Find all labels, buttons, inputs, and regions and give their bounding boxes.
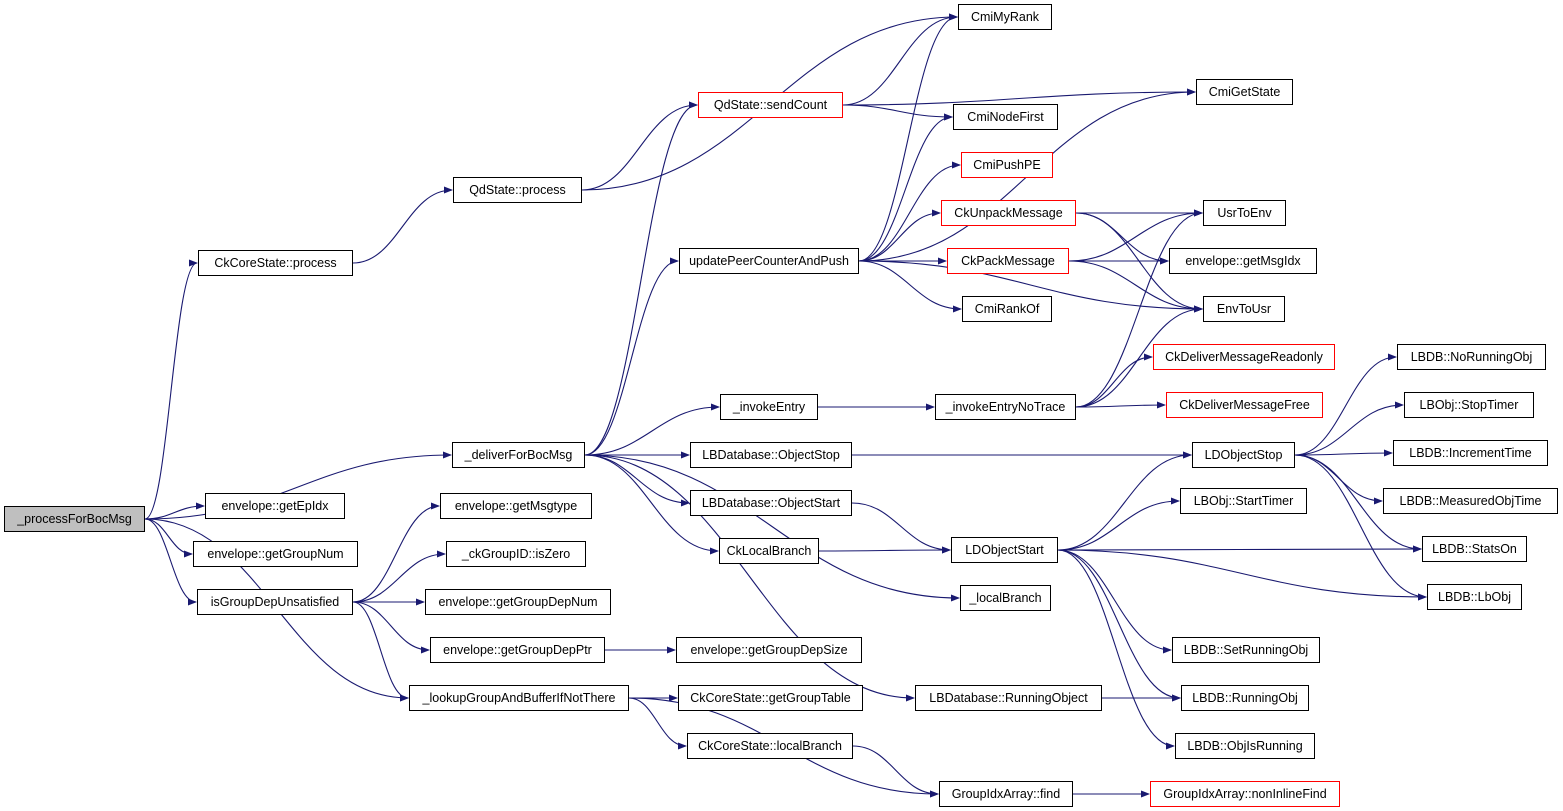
- graph-node-label: envelope::getGroupDepPtr: [443, 642, 592, 657]
- graph-edge: [843, 17, 957, 105]
- graph-edge: [819, 550, 950, 551]
- graph-node[interactable]: [1192, 442, 1295, 468]
- graph-edge: [859, 117, 952, 261]
- graph-node[interactable]: [1180, 488, 1307, 514]
- graph-node-label: LBDB::SetRunningObj: [1183, 642, 1309, 657]
- graph-node[interactable]: [1427, 584, 1522, 610]
- graph-node[interactable]: [961, 152, 1053, 178]
- graph-node[interactable]: [690, 490, 852, 516]
- graph-node-label: _localBranch: [969, 590, 1042, 605]
- graph-node[interactable]: [679, 248, 859, 274]
- graph-node-label: _ckGroupID::isZero: [461, 546, 571, 561]
- graph-edge: [353, 506, 439, 602]
- graph-node[interactable]: [453, 177, 582, 203]
- graph-edge: [145, 506, 204, 519]
- graph-node-label: CmiPushPE: [973, 157, 1041, 172]
- graph-node[interactable]: [193, 541, 358, 567]
- graph-node[interactable]: [698, 92, 843, 118]
- graph-node-label: QdState::process: [469, 182, 566, 197]
- graph-edge: [585, 261, 678, 455]
- graph-edge: [1295, 455, 1426, 597]
- graph-node-label: CkCoreState::getGroupTable: [690, 690, 851, 705]
- graph-node[interactable]: [947, 248, 1069, 274]
- graph-node-label: CmiMyRank: [970, 9, 1040, 24]
- graph-node[interactable]: [951, 537, 1058, 563]
- graph-node[interactable]: [1181, 685, 1309, 711]
- graph-edge: [1076, 213, 1168, 261]
- graph-node-label: updatePeerCounterAndPush: [689, 253, 849, 268]
- graph-node[interactable]: [452, 442, 585, 468]
- graph-edge: [585, 455, 959, 598]
- graph-edge: [145, 263, 197, 519]
- graph-node[interactable]: [719, 538, 819, 564]
- graph-node-label: _lookupGroupAndBufferIfNotThere: [422, 690, 616, 705]
- graph-node-label: envelope::getGroupDepSize: [690, 642, 848, 657]
- graph-node-label: QdState::sendCount: [713, 97, 828, 112]
- graph-node-label: LBDB::LbObj: [1438, 589, 1511, 604]
- graph-node[interactable]: [939, 781, 1073, 807]
- graph-node[interactable]: [1397, 344, 1546, 370]
- graph-node-label: CmiRankOf: [974, 301, 1040, 316]
- graph-node[interactable]: [1166, 392, 1323, 418]
- graph-node-label: LBDB::IncrementTime: [1409, 445, 1532, 460]
- graph-edge: [145, 519, 196, 602]
- graph-edge: [353, 602, 408, 698]
- graph-node-label: LBDB::ObjIsRunning: [1187, 738, 1303, 753]
- graph-node[interactable]: [197, 589, 353, 615]
- graph-node-label: LBDB::RunningObj: [1192, 690, 1298, 705]
- graph-node-label: _deliverForBocMsg: [464, 447, 573, 462]
- graph-node-label: CmiNodeFirst: [967, 109, 1044, 124]
- graph-node[interactable]: [915, 685, 1102, 711]
- graph-node-label: EnvToUsr: [1216, 301, 1272, 316]
- graph-edge: [1076, 405, 1165, 407]
- graph-node[interactable]: [1393, 440, 1548, 466]
- graph-node-label: CkUnpackMessage: [954, 205, 1063, 220]
- graph-node-label: CkCoreState::process: [214, 255, 337, 270]
- graph-node-label: _processForBocMsg: [17, 511, 132, 526]
- graph-node-label: LBObj::StartTimer: [1193, 493, 1294, 508]
- graph-node-label: envelope::getGroupDepNum: [438, 594, 598, 609]
- graph-node[interactable]: [1422, 536, 1527, 562]
- graph-node-label: envelope::getMsgtype: [454, 498, 578, 513]
- graph-edge: [353, 190, 452, 263]
- graph-edge: [1058, 550, 1174, 746]
- graph-edge: [859, 261, 961, 309]
- graph-node[interactable]: [430, 637, 605, 663]
- graph-edge: [852, 503, 950, 550]
- graph-node-label: CkDeliverMessageFree: [1179, 397, 1310, 412]
- graph-node-label: CmiGetState: [1208, 84, 1281, 99]
- graph-node[interactable]: [1150, 781, 1340, 807]
- graph-node[interactable]: [720, 394, 818, 420]
- graph-node[interactable]: [960, 585, 1051, 611]
- graph-edge: [585, 105, 697, 455]
- graph-edge: [1295, 455, 1382, 501]
- graph-edge: [145, 519, 192, 554]
- graph-edge: [1058, 455, 1191, 550]
- graph-node-label: envelope::getGroupNum: [207, 546, 344, 561]
- graph-node[interactable]: [1169, 248, 1317, 274]
- graph-node-label: GroupIdxArray::nonInlineFind: [1163, 786, 1327, 801]
- graph-edge: [1076, 357, 1152, 407]
- graph-node-label: isGroupDepUnsatisfied: [210, 594, 340, 609]
- graph-node[interactable]: [1404, 392, 1534, 418]
- graph-node[interactable]: [1203, 296, 1285, 322]
- graph-edge: [853, 746, 938, 794]
- graph-node-label: CkDeliverMessageReadonly: [1165, 349, 1323, 364]
- graph-node-label: LBDB::NoRunningObj: [1410, 349, 1533, 364]
- graph-node-label: _invokeEntry: [732, 399, 806, 414]
- graph-node[interactable]: [440, 493, 592, 519]
- graph-node[interactable]: [690, 442, 852, 468]
- graph-edge: [1058, 549, 1421, 550]
- graph-node[interactable]: [1196, 79, 1293, 105]
- graph-edge: [1076, 213, 1202, 407]
- graph-node-label: envelope::getMsgIdx: [1185, 253, 1301, 268]
- graph-node[interactable]: [409, 685, 629, 711]
- graph-node[interactable]: [4, 506, 145, 532]
- graph-node-label: GroupIdxArray::find: [951, 786, 1061, 801]
- graph-node[interactable]: [1203, 200, 1286, 226]
- graph-edge: [1058, 550, 1426, 597]
- graph-node[interactable]: [425, 589, 611, 615]
- graph-node[interactable]: [205, 493, 345, 519]
- graph-node-label: CkPackMessage: [961, 253, 1055, 268]
- graph-node-label: LBDatabase::ObjectStop: [702, 447, 840, 462]
- graph-node[interactable]: [446, 541, 586, 567]
- graph-node[interactable]: [953, 104, 1058, 130]
- graph-node[interactable]: [678, 685, 863, 711]
- graph-node-label: LBDatabase::RunningObject: [929, 690, 1088, 705]
- graph-node[interactable]: [1172, 637, 1320, 663]
- graph-node[interactable]: [1175, 733, 1315, 759]
- graph-edge: [859, 213, 940, 261]
- graph-edge: [1058, 550, 1171, 650]
- graph-node[interactable]: [962, 296, 1052, 322]
- graph-edge: [1058, 501, 1179, 550]
- graph-edge: [843, 105, 952, 117]
- graph-edge: [1058, 550, 1180, 698]
- graph-node[interactable]: [935, 394, 1076, 420]
- graph-node-label: LBDatabase::ObjectStart: [701, 495, 841, 510]
- graph-edge: [585, 455, 689, 503]
- graph-node-label: envelope::getEpIdx: [221, 498, 329, 513]
- graph-node[interactable]: [676, 637, 862, 663]
- graph-node[interactable]: [958, 4, 1052, 30]
- graph-node-label: UsrToEnv: [1217, 205, 1272, 220]
- graph-node[interactable]: [941, 200, 1076, 226]
- graph-node-label: LBObj::StopTimer: [1419, 397, 1519, 412]
- graph-node-label: LDObjectStart: [965, 542, 1044, 557]
- graph-edge: [1295, 453, 1392, 455]
- graph-node-label: CkLocalBranch: [726, 543, 812, 558]
- graph-node[interactable]: [1153, 344, 1335, 370]
- graph-node[interactable]: [687, 733, 853, 759]
- graph-node-label: LBDB::MeasuredObjTime: [1399, 493, 1542, 508]
- graph-edge: [582, 105, 697, 190]
- graph-node-label: CkCoreState::localBranch: [698, 738, 842, 753]
- graph-node[interactable]: [198, 250, 353, 276]
- graph-edge: [353, 602, 429, 650]
- graph-node-label: LBDB::StatsOn: [1432, 541, 1517, 556]
- graph-node[interactable]: [1383, 488, 1558, 514]
- graph-node-label: _invokeEntryNoTrace: [945, 399, 1066, 414]
- graph-node-label: LDObjectStop: [1204, 447, 1283, 462]
